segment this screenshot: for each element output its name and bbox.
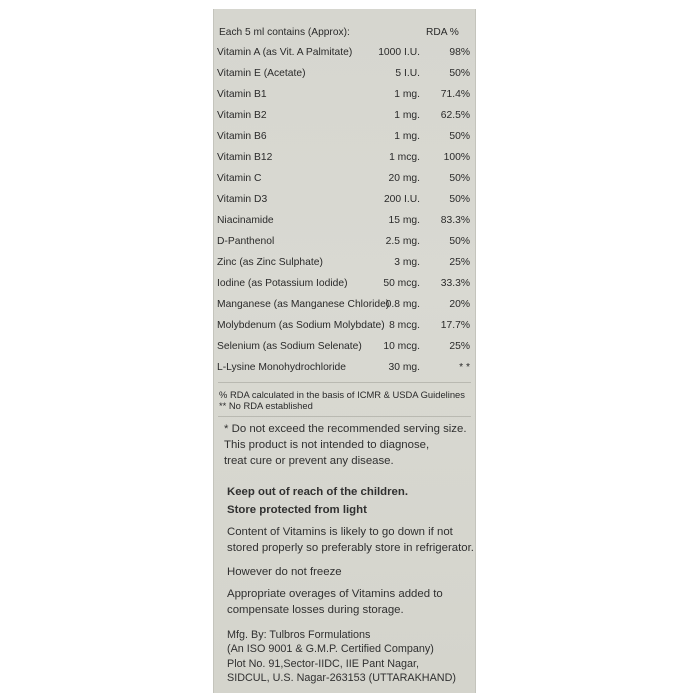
nutrient-amount: 1 mg. <box>394 89 420 100</box>
nutrient-name: Vitamin A (as Vit. A Palmitate) <box>217 47 353 58</box>
nutrient-name: Manganese (as Manganese Chloride) <box>217 299 390 310</box>
rda-basis-note: % RDA calculated in the basis of ICMR & USDA Guidelines <box>219 389 465 400</box>
freeze-note: However do not freeze <box>227 566 342 578</box>
nutrient-rda: 50% <box>449 68 470 79</box>
nutrient-rda: 17.7% <box>440 320 470 331</box>
warning-line: * Do not exceed the recommended serving size. <box>224 423 467 435</box>
no-rda-note: ** No RDA established <box>219 400 313 411</box>
manufacturer-line: SIDCUL, U.S. Nagar-263153 (UTTARAKHAND) <box>227 672 456 684</box>
nutrient-name: Zinc (as Zinc Sulphate) <box>217 257 323 268</box>
nutrient-amount: 1 mg. <box>394 110 420 121</box>
nutrient-amount: 20 mg. <box>388 173 420 184</box>
nutrient-amount: 1000 I.U. <box>378 47 420 58</box>
light-storage: Store protected from light <box>227 504 367 516</box>
nutrient-rda: 25% <box>449 341 470 352</box>
nutrient-rda: 98% <box>449 47 470 58</box>
nutrient-amount: 50 mcg. <box>383 278 420 289</box>
divider <box>218 382 471 383</box>
nutrient-name: L-Lysine Monohydrochloride <box>217 362 346 373</box>
vitamin-storage-line: Content of Vitamins is likely to go down if not <box>227 526 453 538</box>
nutrient-name: D-Panthenol <box>217 236 275 247</box>
nutrient-rda: 25% <box>449 257 470 268</box>
vitamin-storage-line: stored properly so preferably store in refrigerator. <box>227 542 474 554</box>
nutrient-amount: 3 mg. <box>394 257 420 268</box>
nutrient-name: Vitamin B2 <box>217 110 267 121</box>
nutrient-rda: 100% <box>443 152 470 163</box>
nutrient-amount: 1 mg. <box>394 131 420 142</box>
nutrient-amount: 0.8 mg. <box>385 299 420 310</box>
nutrient-amount: 200 I.U. <box>383 194 420 205</box>
label-panel <box>213 9 476 693</box>
nutrient-rda: 62.5% <box>440 110 470 121</box>
nutrient-name: Vitamin B6 <box>217 131 267 142</box>
nutrient-name: Vitamin C <box>217 173 262 184</box>
nutrient-rda: 50% <box>449 194 470 205</box>
nutrient-amount: 5 I.U. <box>395 68 420 79</box>
manufacturer-line: (An ISO 9001 & G.M.P. Certified Company) <box>227 643 434 655</box>
nutrient-rda: 83.3% <box>440 215 470 226</box>
nutrient-name: Vitamin D3 <box>217 194 268 205</box>
nutrient-name: Iodine (as Potassium Iodide) <box>217 278 348 289</box>
nutrient-name: Molybdenum (as Sodium Molybdate) <box>217 320 385 331</box>
nutrient-rda: 50% <box>449 236 470 247</box>
nutrient-name: Vitamin B12 <box>217 152 273 163</box>
overage-line: compensate losses during storage. <box>227 604 404 616</box>
nutrient-name: Vitamin E (Acetate) <box>217 68 306 79</box>
divider <box>218 416 471 417</box>
nutrient-rda: 50% <box>449 173 470 184</box>
warning-line: treat cure or prevent any disease. <box>224 455 394 467</box>
nutrient-amount: 8 mcg. <box>389 320 420 331</box>
rda-header: RDA % <box>426 27 459 38</box>
nutrient-amount: 15 mg. <box>388 215 420 226</box>
nutrient-amount: 10 mcg. <box>383 341 420 352</box>
warning-line: This product is not intended to diagnose, <box>224 439 430 451</box>
nutrient-rda: 33.3% <box>440 278 470 289</box>
overage-line: Appropriate overages of Vitamins added to <box>227 588 443 600</box>
nutrient-rda: 50% <box>449 131 470 142</box>
nutrient-rda: 71.4% <box>440 89 470 100</box>
children-warning: Keep out of reach of the children. <box>227 486 409 498</box>
serving-header: Each 5 ml contains (Approx): <box>219 27 350 38</box>
nutrient-name: Niacinamide <box>217 215 274 226</box>
nutrient-rda: 20% <box>449 299 470 310</box>
nutrient-amount: 1 mcg. <box>389 152 420 163</box>
manufacturer-line: Mfg. By: Tulbros Formulations <box>227 629 371 641</box>
nutrient-amount: 30 mg. <box>388 362 420 373</box>
nutrient-amount: 2.5 mg. <box>385 236 420 247</box>
nutrient-name: Selenium (as Sodium Selenate) <box>217 341 362 352</box>
nutrient-name: Vitamin B1 <box>217 89 267 100</box>
manufacturer-line: Plot No. 91,Sector-IIDC, IIE Pant Nagar, <box>227 658 420 670</box>
nutrient-rda: * * <box>459 362 470 373</box>
